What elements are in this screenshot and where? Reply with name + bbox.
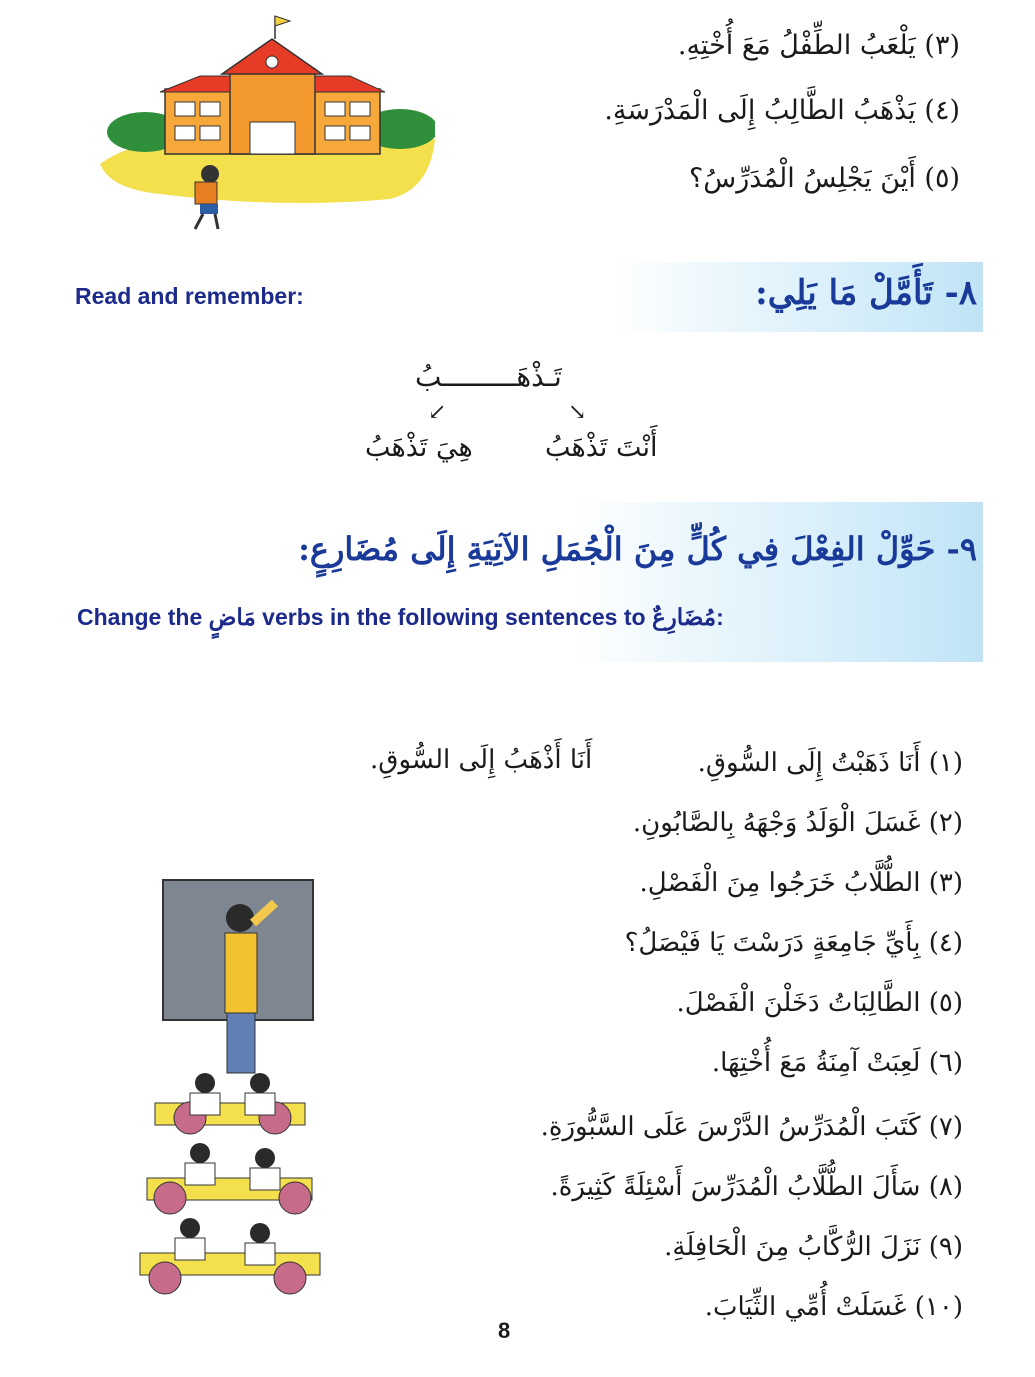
- section-8-heading-en: Read and remember:: [75, 283, 304, 309]
- heading-en-mudari: مُضَارِعٌ: [651, 604, 717, 631]
- heading-en-part2: verbs in the following sentences to: [255, 604, 652, 630]
- heading-en-part1: Change the: [77, 604, 209, 630]
- sentence-3: (٣) يَلْعَبُ الطِّفْلُ مَعَ أُخْتِهِ.: [677, 30, 960, 61]
- sentence-4: (٤) يَذْهَبُ الطَّالِبُ إِلَى الْمَدْرَسَةِ.: [604, 95, 960, 126]
- classroom-illustration: [135, 878, 335, 1338]
- form-she: هِيَ تَذْهَبُ: [365, 432, 473, 463]
- form-you: أَنْتَ تَذْهَبُ: [545, 432, 658, 463]
- heading-en-madi: مَاضٍ: [208, 604, 256, 631]
- exercise-2: (٢) غَسَلَ الْوَلَدُ وَجْهَهُ بِالصَّابُونِ.: [632, 808, 963, 838]
- exercise-3: (٣) الطُّلَّابُ خَرَجُوا مِنَ الْفَصْلِ.: [639, 868, 963, 898]
- example-answer: أَنَا أَذْهَبُ إِلَى السُّوقِ.: [370, 745, 593, 775]
- exercise-1: (١) أَنَا ذَهَبْتُ إِلَى السُّوقِ.: [697, 748, 963, 778]
- exercise-8: (٨) سَأَلَ الطُّلَّابُ الْمُدَرِّسَ أَسْئِلَةً كَثِيرَةً.: [550, 1172, 963, 1202]
- exercise-5: (٥) الطَّالِبَاتُ دَخَلْنَ الْفَصْلَ.: [676, 988, 963, 1018]
- arrow-left-icon: ↙: [428, 400, 447, 425]
- school-illustration: [100, 14, 435, 244]
- section-9-banner: [573, 502, 983, 662]
- section-8-heading: ٨- تَأَمَّلْ مَا يَلِي:: [755, 273, 977, 313]
- sentence-5: (٥) أَيْنَ يَجْلِسُ الْمُدَرِّسُ؟: [688, 163, 960, 194]
- exercise-4: (٤) بِأَيِّ جَامِعَةٍ دَرَسْتَ يَا فَيْصَلُ؟: [624, 928, 963, 958]
- exercise-7: (٧) كَتَبَ الْمُدَرِّسُ الدَّرْسَ عَلَى السَّبُّورَةِ.: [540, 1112, 963, 1142]
- section-9-heading-en: [77, 604, 724, 631]
- exercise-10: (١٠) غَسَلَتْ أُمِّي الثِّيَابَ.: [704, 1292, 963, 1322]
- section-9-heading: ٩- حَوِّلْ الفِعْلَ فِي كُلٍّ مِنَ الْجُمَلِ الآتِيَةِ إِلَى مُضَارِعٍ:: [298, 530, 977, 568]
- page-number: 8: [498, 1318, 511, 1343]
- exercise-6: (٦) لَعِبَتْ آمِنَةُ مَعَ أُخْتِهَا.: [711, 1048, 963, 1078]
- arrow-right-icon: ↘: [568, 400, 587, 425]
- heading-en-colon: :: [716, 604, 724, 630]
- exercise-9: (٩) نَزَلَ الرُّكَّابُ مِنَ الْحَافِلَةِ.: [664, 1232, 963, 1262]
- verb-root: تَـذْهَـــــــــبُ: [415, 360, 562, 393]
